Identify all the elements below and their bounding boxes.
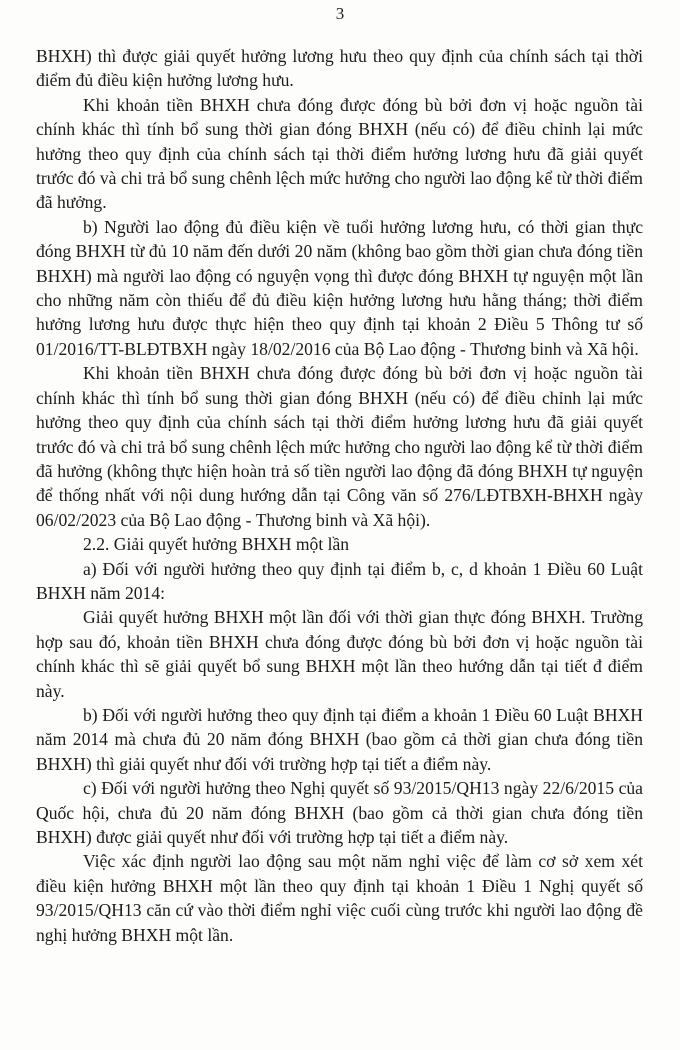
paragraph-item-b-2: b) Đối với người hưởng theo quy định tại điểm a khoản 1 Điều 60 Luật BHXH năm 2014 mà chưa đủ 20 năm đóng BHXH (bao gồm cả thời gian chưa đóng tiền BHXH) thì giải quyết như đối với trường hợp tại tiết a điểm này. [36,704,643,774]
paragraph-item-a: a) Đối với người hưởng theo quy định tại điểm b, c, d khoản 1 Điều 60 Luật BHXH năm 2014: [36,558,643,603]
paragraph-supplement-note-1: Khi khoản tiền BHXH chưa đóng được đóng bù bởi đơn vị hoặc nguồn tài chính khác thì tính bổ sung thời gian đóng BHXH (nếu có) để điều chỉnh lại mức hưởng theo quy định của chính sách tại thời điểm hưởng lương hưu đã giải quyết trước đó và chi trả bổ sung chênh lệch mức hưởng cho người lao động kể từ thời điểm đã hưởng. [36,94,643,213]
paragraph-item-b: b) Người lao động đủ điều kiện về tuổi hưởng lương hưu, có thời gian thực đóng BHXH từ đủ 10 năm đến dưới 20 năm (không bao gồm thời gian chưa đóng tiền BHXH) mà người lao động có nguyện vọng thì được đóng BHXH tự nguyện một lần cho những năm còn thiếu để đủ điều kiện hưởng lương hưu hằng tháng; thời điểm hưởng lương hưu được thực hiện theo quy định tại khoản 2 Điều 5 Thông tư số 01/2016/TT-BLĐTBXH ngày 18/02/2016 của Bộ Lao động - Thương binh và Xã hội. [36,216,643,359]
section-heading-2-2: 2.2. Giải quyết hưởng BHXH một lần [83,534,350,555]
paragraph-final: Việc xác định người lao động sau một năm nghỉ việc để làm cơ sở xem xét điều kiện hưởng BHXH một lần theo quy định tại khoản 1 Điều 1 Nghị quyết số 93/2015/QH13 căn cứ vào thời điểm nghỉ việc cuối cùng trước khi người lao động đề nghị hưởng BHXH một lần. [36,851,643,945]
paragraph-item-c: c) Đối với người hưởng theo Nghị quyết số 93/2015/QH13 ngày 22/6/2015 của Quốc hội, chưa đủ 20 năm đóng BHXH (bao gồm cả thời gian chưa đóng tiền BHXH) được giải quyết như đối với trường hợp tại tiết a điểm này. [36,778,643,847]
paragraph-continuation: BHXH) thì được giải quyết hưởng lương hưu theo quy định của chính sách tại thời điểm đủ điều kiện hưởng lương hưu. [36,46,643,91]
page-number: 3 [335,4,345,23]
paragraph-supplement-note-2: Khi khoản tiền BHXH chưa đóng được đóng bù bởi đơn vị hoặc nguồn tài chính khác thì tính bổ sung thời gian đóng BHXH (nếu có) để điều chỉnh lại mức hưởng theo quy định của chính sách tại thời điểm hưởng lương hưu đã giải quyết trước đó và chi trả bổ sung chênh lệch mức hưởng cho người lao động kể từ thời điểm đã hưởng (không thực hiện hoàn trả số tiền người lao động đã đóng BHXH tự nguyện để thống nhất với nội dung hướng dẫn tại Công văn số 276/LĐTBXH-BHXH ngày 06/02/2023 của Bộ Lao động - Thương binh và Xã hội). [36,363,643,530]
document-body [36,44,643,947]
paragraph-item-a-detail: Giải quyết hưởng BHXH một lần đối với thời gian thực đóng BHXH. Trường hợp sau đó, khoản tiền BHXH chưa đóng được đóng bù bởi đơn vị hoặc nguồn tài chính khác thì sẽ giải quyết bổ sung BHXH một lần theo hướng dẫn tại tiết đ điểm này. [36,607,643,701]
